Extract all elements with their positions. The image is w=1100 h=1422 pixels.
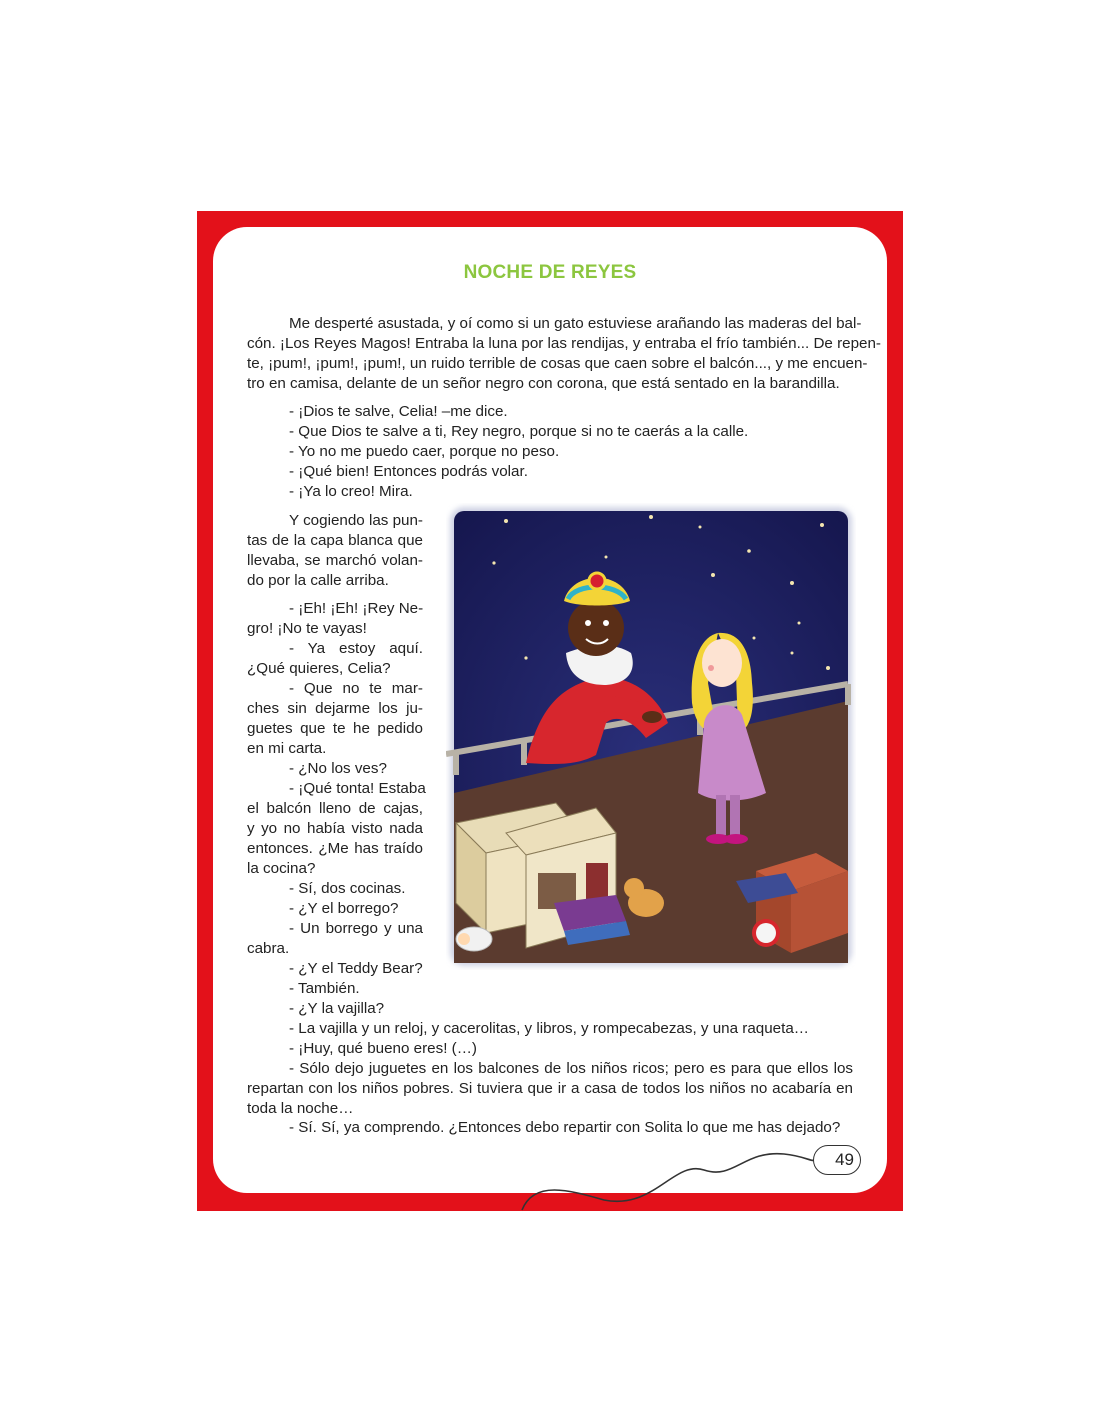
dialogue-line: - ¡Qué bien! Entonces podrás volar. — [289, 463, 528, 480]
column-line: - ¿No los ves? — [289, 760, 387, 777]
dialogue-line: - ¡Ya lo creo! Mira. — [289, 483, 413, 500]
column-line: - ¿Y el borrego? — [289, 900, 399, 917]
final-line: - Sí. Sí, ya comprendo. ¿Entonces debo repartir con Solita lo que me has dejado? — [289, 1119, 841, 1136]
dialogue-line: - También. — [289, 980, 360, 997]
page-number — [813, 1145, 861, 1175]
column-line: guetes que te he pedido — [247, 720, 423, 737]
intro-line: tro en camisa, delante de un señor negro con corona, que está sentado en la barandilla. — [247, 375, 840, 392]
dialogue-line: - ¿Y la vajilla? — [289, 1000, 385, 1017]
column-line: gro! ¡No te vayas! — [247, 620, 367, 637]
page-number-text: 49 — [835, 1150, 854, 1169]
column-line: entonces. ¿Me has traído — [247, 840, 423, 857]
column-line: la cocina? — [247, 860, 316, 877]
alarm-clock — [752, 919, 780, 947]
column-line: do por la calle arriba. — [247, 572, 389, 589]
dialogue-line: - ¡Dios te salve, Celia! –me dice. — [289, 403, 508, 420]
illustration-kings-night — [446, 503, 856, 970]
column-line: - ¡Eh! ¡Eh! ¡Rey Ne- — [289, 600, 424, 617]
column-line: ches sin dejarme los ju- — [247, 700, 423, 717]
column-line: - Sí, dos cocinas. — [289, 880, 406, 897]
dialogue-line: - Que Dios te salve a ti, Rey negro, porque si no te caerás a la calle. — [289, 423, 749, 440]
closing-line: toda la noche… — [247, 1100, 354, 1117]
column-line: tas de la capa blanca que — [247, 532, 423, 549]
dialogue-line: - ¿Y el Teddy Bear? — [289, 960, 423, 977]
dialogue-line: - La vajilla y un reloj, y cacerolitas, y libros, y rompecabezas, y una raqueta… — [289, 1020, 809, 1037]
page-number-cord — [514, 1140, 866, 1212]
column-line: cabra. — [247, 940, 290, 957]
story-title: NOCHE DE REYES — [463, 262, 637, 283]
dialogue-line: - Yo no me puedo caer, porque no peso. — [289, 443, 560, 460]
column-line: ¿Qué quieres, Celia? — [247, 660, 391, 677]
intro-line: cón. ¡Los Reyes Magos! Entraba la luna por las rendijas, y entraba el frío también... De repen- — [247, 335, 881, 352]
column-line: - Un borrego y una — [289, 920, 423, 937]
column-line: - Que no te mar- — [289, 680, 423, 697]
column-line: Y cogiendo las pun- — [289, 512, 423, 529]
closing-line: repartan con los niños pobres. Si tuviera que ir a casa de todos los niños no acabaría en — [247, 1080, 853, 1097]
column-line: y yo no había visto nada — [247, 820, 423, 837]
column-line: - Ya estoy aquí. — [289, 640, 423, 657]
intro-line: Me desperté asustada, y oí como si un gato estuviese arañando las maderas del bal- — [289, 315, 862, 332]
column-line: en mi carta. — [247, 740, 327, 757]
toy-sheep — [456, 927, 492, 951]
column-line: - ¡Qué tonta! Estaba — [289, 780, 426, 797]
closing-line: - Sólo dejo juguetes en los balcones de los niños ricos; pero es para que ellos los — [289, 1060, 853, 1077]
dialogue-line: - ¡Huy, qué bueno eres! (…) — [289, 1040, 477, 1057]
column-line: llevaba, se marchó volan- — [247, 552, 423, 569]
column-line: el balcón lleno de cajas, — [247, 800, 423, 817]
intro-line: te, ¡pum!, ¡pum!, ¡pum!, un ruido terrible de cosas que caen sobre el balcón..., y me encuen- — [247, 355, 868, 372]
